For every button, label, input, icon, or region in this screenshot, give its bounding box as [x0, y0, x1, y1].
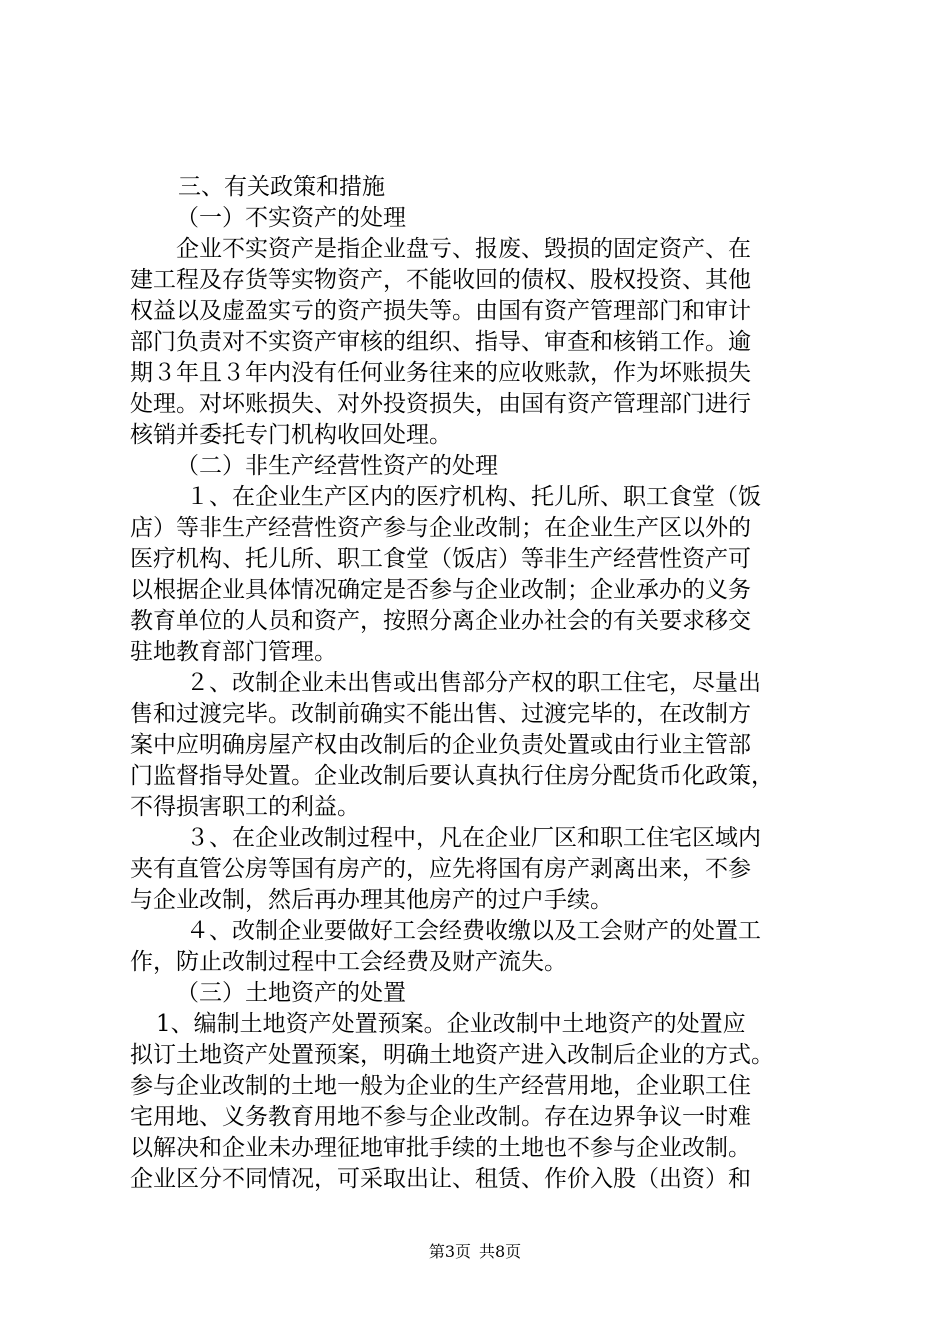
- subsection-heading-2: （二）非生产经营性资产的处理: [176, 453, 498, 479]
- paragraph-line: 以解决和企业未办理征地审批手续的土地也不参与企业改制。: [130, 1135, 751, 1161]
- paragraph-line: 店）等非生产经营性资产参与企业改制；在企业生产区以外的: [130, 515, 751, 541]
- paragraph-line: 以根据企业具体情况确定是否参与企业改制；企业承办的义务: [130, 577, 751, 603]
- subsection-heading-3: （三）土地资产的处置: [176, 980, 406, 1006]
- page-total: 共8页: [479, 1242, 522, 1261]
- section-heading-policies: 三、有关政策和措施: [178, 174, 385, 200]
- page-number: 第3页: [428, 1242, 471, 1261]
- paragraph-line: 处理。对坏账损失、对外投资损失，由国有资产管理部门进行: [130, 391, 751, 417]
- paragraph-line: 权益以及虚盈实亏的资产损失等。由国有资产管理部门和审计: [130, 298, 751, 324]
- paragraph-line: 企业区分不同情况，可采取出让、租赁、作价入股（出资）和: [130, 1166, 751, 1192]
- subsection-heading-1: （一）不实资产的处理: [176, 205, 406, 231]
- paragraph-line: 企业不实资产是指企业盘亏、报废、毁损的固定资产、在: [176, 236, 751, 262]
- paragraph-line: 售和过渡完毕。改制前确实不能出售、过渡完毕的，在改制方: [130, 701, 751, 727]
- paragraph-line: 部门负责对不实资产审核的组织、指导、审查和核销工作。逾: [130, 329, 751, 355]
- paragraph-line: 与企业改制，然后再办理其他房产的过户手续。: [130, 887, 613, 913]
- paragraph-line: 驻地教育部门管理。: [130, 639, 337, 665]
- paragraph-line: 医疗机构、托儿所、职工食堂（饭店）等非生产经营性资产可: [130, 546, 751, 572]
- paragraph-line: 不得损害职工的利益。: [130, 794, 360, 820]
- paragraph-line: 夹有直管公房等国有房产的，应先将国有房产剥离出来，不参: [130, 856, 751, 882]
- paragraph-line: 作，防止改制过程中工会经费及财产流失。: [130, 949, 567, 975]
- paragraph-line: 1、编制土地资产处置预案。企业改制中土地资产的处置应: [156, 1011, 746, 1037]
- page-footer: [0, 1241, 950, 1263]
- paragraph-line: １、在企业生产区内的医疗机构、托儿所、职工食堂（饭: [186, 484, 761, 510]
- paragraph-line: 核销并委托专门机构收回处理。: [130, 422, 452, 448]
- paragraph-line: 宅用地、义务教育用地不参与企业改制。存在边界争议一时难: [130, 1104, 751, 1130]
- paragraph-line: ３、在企业改制过程中，凡在企业厂区和职工住宅区域内: [186, 825, 761, 851]
- paragraph-line: ４、改制企业要做好工会经费收缴以及工会财产的处置工: [186, 918, 761, 944]
- paragraph-line: 期３年且３年内没有任何业务往来的应收账款，作为坏账损失: [130, 360, 751, 386]
- document-body: [130, 172, 836, 1195]
- paragraph-line: 教育单位的人员和资产，按照分离企业办社会的有关要求移交: [130, 608, 751, 634]
- paragraph-line: 拟订土地资产处置预案，明确土地资产进入改制后企业的方式。: [130, 1042, 774, 1068]
- paragraph-line: ２、改制企业未出售或出售部分产权的职工住宅，尽量出: [186, 670, 761, 696]
- paragraph-line: 参与企业改制的土地一般为企业的生产经营用地，企业职工住: [130, 1073, 751, 1099]
- paragraph-line: 案中应明确房屋产权由改制后的企业负责处置或由行业主管部: [130, 732, 751, 758]
- paragraph-line: 门监督指导处置。企业改制后要认真执行住房分配货币化政策，: [130, 763, 774, 789]
- paragraph-line: 建工程及存货等实物资产，不能收回的债权、股权投资、其他: [130, 267, 751, 293]
